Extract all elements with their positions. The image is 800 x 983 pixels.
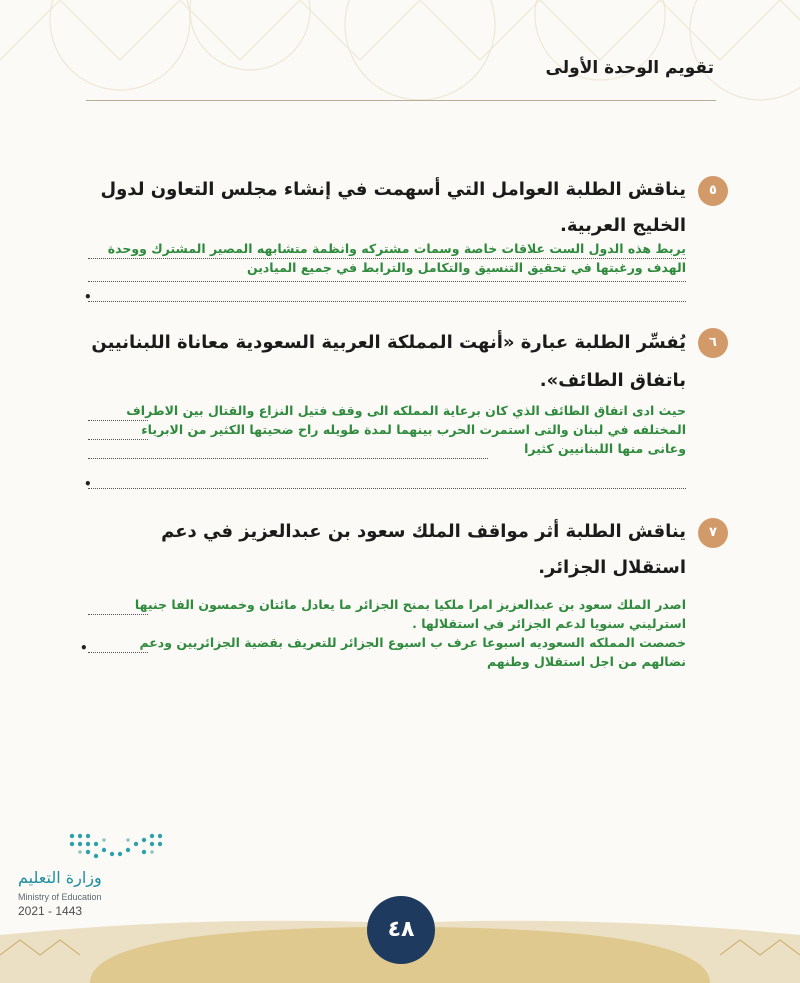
answer-line-blank [84,278,686,304]
answer-line [88,653,686,672]
question-heading [88,324,728,400]
question-5 [84,172,728,304]
answer-line [88,240,686,259]
header-divider [86,100,716,101]
answer-line [88,421,686,440]
question-heading [88,514,728,586]
question-text: يُفسِّر الطلبة عبارة «أنهت المملكة العربية السعودية معاناة اللبنانيين باتفاق الطائف». [91,332,686,391]
question-heading [88,172,728,244]
answer-text: الهدف ورغبتها في تحقيق التنسيق والتكامل والترابط في جميع الميادين [246,260,686,275]
answer-line [88,259,686,278]
answer-line [88,402,686,421]
answer-block [84,402,686,491]
logo-dots-icon [66,830,164,864]
page-number: ٤٨ [367,896,435,964]
question-number-badge: ٧ [698,518,728,548]
question-number-badge: ٦ [698,328,728,358]
answer-text: حيث ادى اتفاق الطائف الذي كان برعاية المملكه الى وقف فتيل النزاع والقتال بين الاطراف [126,403,686,418]
dotted-rule [88,488,686,489]
answer-text: اصدر الملك سعود بن عبدالعزيز امرا ملكيا بمنح الجزائر ما يعادل مائتان وخمسون الفا جنيها [134,597,686,612]
question-text: يناقش الطلبة العوامل التي أسهمت في إنشاء مجلس التعاون لدول الخليج العربية. [100,179,686,236]
ministry-logo [18,830,168,925]
question-number-badge: ٥ [698,176,728,206]
answer-line [88,596,686,615]
answer-text: استرليني سنويا لدعم الجزائر في استقلالها . [412,616,686,631]
answer-text: المختلفه في لبنان والتى استمرت الحرب بينهما لمدة طويله راح ضحيتها الكثير من الابرياء [141,422,686,437]
answer-text: خصصت المملكه السعوديه اسبوعا عرف ب اسبوع الجزائر للتعريف بقضية الجزائريين ودعم [139,635,686,650]
answer-text: نضالهم من اجل استقلال وطنهم [486,654,686,669]
logo-arabic-text: وزارة التعليم [18,868,102,887]
answer-line [80,634,686,655]
answer-block [80,596,686,672]
answer-block [84,240,686,304]
question-text: يناقش الطلبة أثر مواقف الملك سعود بن عبدالعزيز في دعم استقلال الجزائر. [161,521,686,578]
question-6 [84,324,728,491]
period-mark: • [84,477,92,491]
logo-year: 2021 - 1443 [18,904,83,918]
logo-english-text: Ministry of Education [18,892,102,902]
period-mark: • [80,641,88,655]
answer-text: يربط هذه الدول الست علاقات خاصة وسمات مشتركه وانظمة متشابهه المصير المشترك ووحدة [107,241,686,256]
answer-line-blank [84,459,686,491]
page-title: تقويم الوحدة الأولى [545,58,714,78]
question-7 [80,514,728,672]
answer-line [88,615,686,634]
answer-text: وعانى منها اللبنانيين كثيرا [524,441,686,456]
answer-line [88,440,686,459]
period-mark: • [84,290,92,304]
dotted-rule [88,301,686,302]
